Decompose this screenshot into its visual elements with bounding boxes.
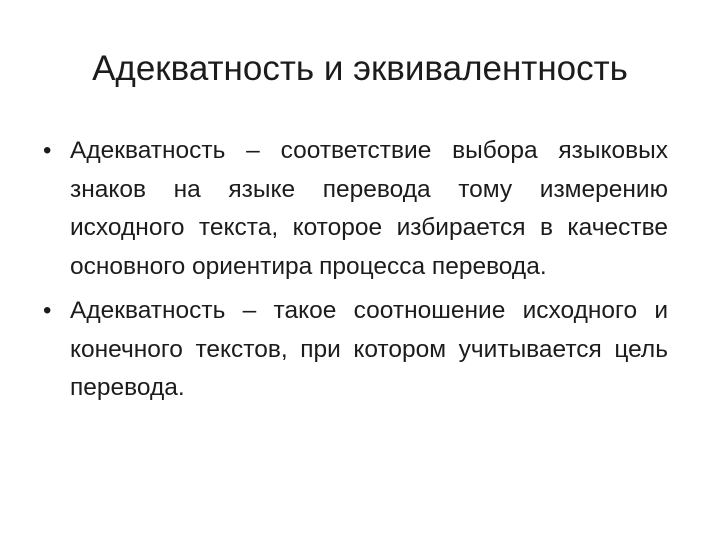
bullet-text: Адекватность – соответствие выбора языковых знаков на языке перевода тому измерению исходного текста, которое избирается в качестве основного ориентира процесса перевода.	[70, 137, 668, 280]
bullet-text: Адекватность – такое соотношение исходного и конечного текстов, при котором учитывается цель перевода.	[70, 297, 668, 401]
bullet-list	[40, 132, 668, 414]
bullet-item-1	[40, 132, 668, 286]
bullet-icon: •	[43, 137, 52, 164]
bullet-item-2	[40, 292, 668, 408]
slide-title: Адекватность и эквивалентность	[92, 49, 628, 88]
bullet-icon: •	[43, 297, 52, 324]
